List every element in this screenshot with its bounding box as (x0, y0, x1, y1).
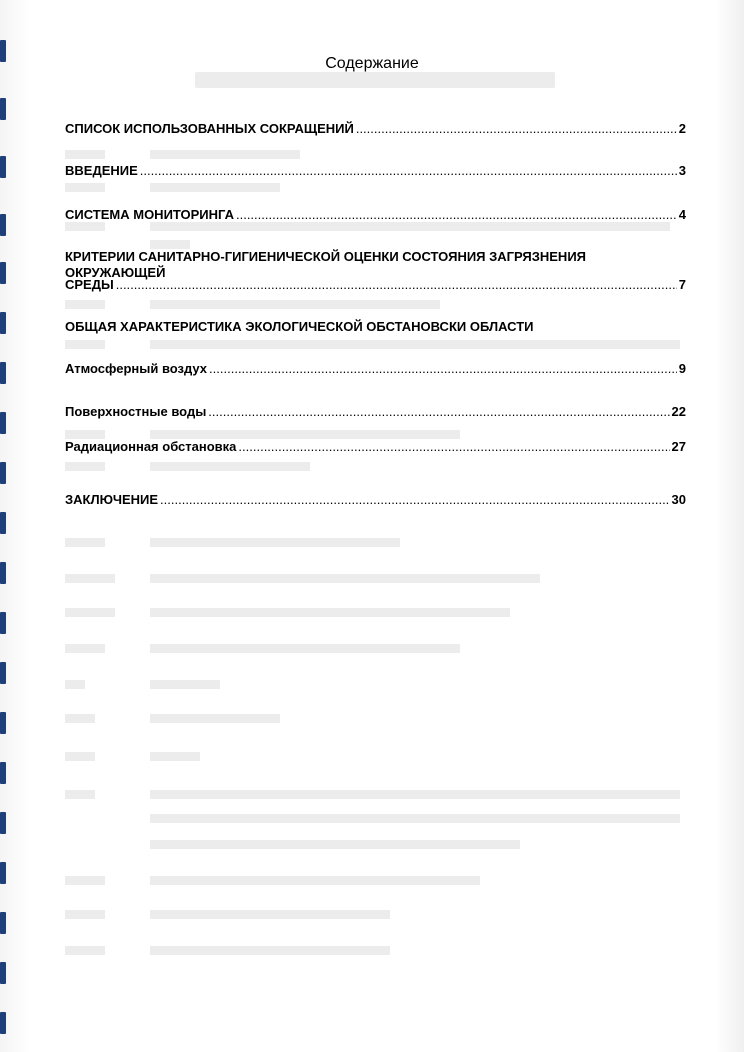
toc-label: ЗАКЛЮЧЕНИЕ (65, 492, 159, 507)
toc-page-number: 9 (678, 361, 686, 376)
toc-page-number: 2 (678, 121, 686, 136)
toc-page-number: 7 (678, 277, 686, 292)
toc-page-number: 22 (671, 404, 686, 419)
toc-label: СРЕДЫ (65, 277, 114, 292)
toc-page-number: 3 (678, 163, 686, 178)
toc-label: СИСТЕМА МОНИТОРИНГА (65, 207, 234, 222)
toc-heading: КРИТЕРИИ САНИТАРНО-ГИГИЕНИЧЕСКОЙ ОЦЕНКИ СОСТОЯНИЯ ЗАГРЯЗНЕНИЯ ОКРУЖАЮЩЕЙ (65, 249, 587, 280)
toc-label: Радиационная обстановка (65, 439, 237, 454)
toc-label: Атмосферный воздух (65, 361, 208, 376)
toc-page-number: 4 (678, 207, 686, 222)
page-title: Содержание (325, 55, 419, 72)
toc-label: СПИСОК ИСПОЛЬЗОВАННЫХ СОКРАЩЕНИЙ (65, 121, 354, 136)
toc-page-number: 30 (671, 492, 686, 507)
toc-label: Поверхностные воды (65, 404, 207, 419)
toc-heading: ОБЩАЯ ХАРАКТЕРИСТИКА ЭКОЛОГИЧЕСКОЙ ОБСТАНОВСКИ ОБЛАСТИ (65, 319, 534, 334)
toc-page-number: 27 (671, 439, 686, 454)
toc-label: ВВЕДЕНИЕ (65, 163, 138, 178)
